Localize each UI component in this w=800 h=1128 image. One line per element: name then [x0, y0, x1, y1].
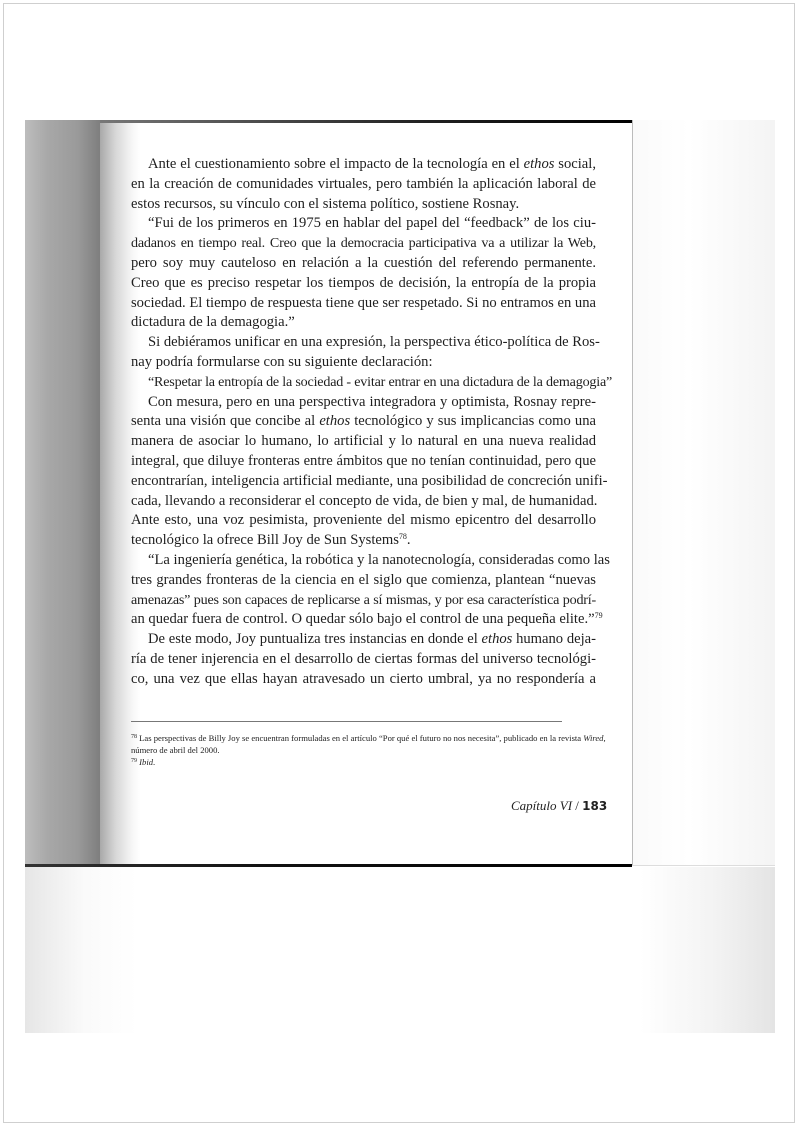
- text-segment: encontrarían, inteligencia artificial mediante, una posibilidad de concreción unifi-: [131, 472, 608, 489]
- italic-text: ethos: [481, 631, 513, 648]
- text-line: [131, 274, 596, 294]
- right-margin-strip: [632, 120, 775, 866]
- text-line: [131, 333, 600, 353]
- text-line: [131, 472, 608, 492]
- footnote-number: 78: [131, 734, 137, 740]
- text-segment: co, una vez que ellas hayan atravesado un cierto umbral, ya no respondería a: [131, 670, 596, 687]
- text-segment: “Respetar la entropía de la sociedad - evitar entrar en una dictadura de la demagogia”: [148, 373, 613, 390]
- text-segment: en la creación de comunidades virtuales, pero también la aplicación laboral de: [131, 175, 596, 192]
- footnote-number: 79: [131, 758, 137, 765]
- text-line: [131, 650, 596, 670]
- text-segment: an quedar fuera de control. O quedar sólo bajo el control de una pequeña elite.”: [131, 611, 595, 628]
- page-footer: [511, 798, 607, 814]
- text-line: [131, 294, 596, 314]
- text-segment: De este modo, Joy puntualiza tres instancias en donde el: [148, 631, 482, 648]
- text-segment: pero soy muy cauteloso en relación a la cuestión del referendo permanente.: [131, 254, 596, 271]
- text-line: [131, 591, 596, 611]
- text-line: [131, 432, 596, 452]
- book-gutter-shadow: [25, 120, 100, 866]
- text-line: [131, 313, 596, 333]
- text-segment: Con mesura, pero en una perspectiva integradora y optimista, Rosnay repre-: [148, 393, 596, 410]
- text-segment: tres grandes fronteras de la ciencia en el siglo que comienza, plantean “nuevas: [131, 571, 596, 588]
- text-segment: “La ingeniería genética, la robótica y la nanotecnología, consideradas como las: [148, 551, 610, 568]
- text-segment: dadanos en tiempo real. Creo que la democracia participativa va a utilizar la Web,: [131, 235, 596, 252]
- text-line: [131, 393, 596, 413]
- italic-text: Wired: [583, 733, 604, 743]
- text-line: [131, 630, 596, 650]
- text-segment: Ante el cuestionamiento sobre el impacto de la tecnología en el: [148, 156, 524, 172]
- page-bottom-edge-right: [632, 865, 775, 866]
- text-line: [131, 155, 596, 175]
- text-line: [131, 571, 596, 591]
- text-segment: Las perspectivas de Billy Joy se encuentran formuladas en el artículo “Por qué el futuro no nos necesita”, publicado en la revista: [139, 733, 584, 743]
- text-line: [131, 551, 610, 571]
- text-segment: Si debiéramos unificar en una expresión, la perspectiva ético-política de Ros-: [148, 334, 600, 351]
- text-segment: .: [153, 757, 156, 768]
- text-line: [131, 373, 613, 393]
- italic-text: ethos: [319, 413, 351, 430]
- footnote-rule: [131, 721, 562, 722]
- text-segment: humano deja-: [512, 631, 597, 648]
- text-segment: manera de asociar lo humano, lo artificial y lo natural en una nueva realidad: [131, 433, 596, 450]
- text-segment: nay podría formularse con su siguiente declaración:: [131, 353, 433, 370]
- footnote: [131, 756, 611, 768]
- text-line: [131, 214, 596, 234]
- text-segment: .: [406, 532, 411, 549]
- text-line: [131, 511, 596, 531]
- page-number: 183: [582, 799, 608, 813]
- text-line: [131, 610, 603, 630]
- text-segment: estos recursos, su vínculo con el sistema político, sostiene Rosnay.: [131, 195, 520, 212]
- text-line: [131, 254, 596, 274]
- text-line: [131, 195, 596, 215]
- footnote: [131, 732, 611, 756]
- text-line: [131, 175, 596, 195]
- text-line: [131, 234, 596, 254]
- text-segment: social,: [554, 156, 596, 172]
- text-line: [131, 492, 596, 512]
- italic-text: ethos: [523, 156, 555, 172]
- text-segment: “Fui de los primeros en 1975 en hablar del papel del “feedback” de los ciu-: [148, 215, 596, 232]
- footer-separator: /: [572, 798, 583, 813]
- text-segment: senta una visión que concibe al: [131, 413, 320, 430]
- text-segment: tecnológico y sus implicancias como una: [350, 413, 596, 430]
- text-line: [131, 670, 596, 690]
- chapter-label: Capítulo VI: [511, 798, 573, 813]
- text-line: [131, 531, 596, 551]
- body-text: [131, 155, 613, 690]
- footnote-reference: 79: [594, 611, 603, 621]
- text-segment: integral, que diluye fronteras entre ámbitos que no tenían continuidad, pero que: [131, 452, 596, 469]
- text-segment: Ante esto, una voz pesimista, proveniente del mismo epicentro del desarrollo: [131, 512, 596, 529]
- text-line: [131, 412, 596, 432]
- scanner-background: [25, 867, 775, 1033]
- text-segment: Creo que es preciso respetar los tiempos de decisión, la entropía de la propia: [131, 274, 596, 291]
- text-segment: amenazas” pues son capaces de replicarse a sí mismas, y por esa característica podrí-: [131, 591, 596, 608]
- text-segment: tecnológico la ofrece Bill Joy de Sun Systems: [131, 532, 399, 549]
- page-top-edge: [100, 120, 632, 123]
- text-segment: ría de tener injerencia en el desarrollo de ciertas formas del universo tecnológi-: [131, 650, 596, 667]
- text-line: [131, 452, 596, 472]
- text-segment: cada, llevando a reconsiderar el concepto de vida, de bien y mal, de humanidad.: [131, 492, 598, 509]
- text-segment: dictadura de la demagogia.”: [131, 314, 295, 331]
- text-segment: sociedad. El tiempo de respuesta tiene que ser respetado. Si no entramos en una: [131, 294, 596, 311]
- footnotes: [131, 732, 611, 769]
- italic-text: Ibid: [139, 757, 153, 768]
- text-line: [131, 353, 596, 373]
- text-segment: , número de abril del 2000.: [131, 733, 606, 756]
- page-fold-line: [632, 120, 633, 866]
- footnote-reference: 78: [398, 532, 407, 542]
